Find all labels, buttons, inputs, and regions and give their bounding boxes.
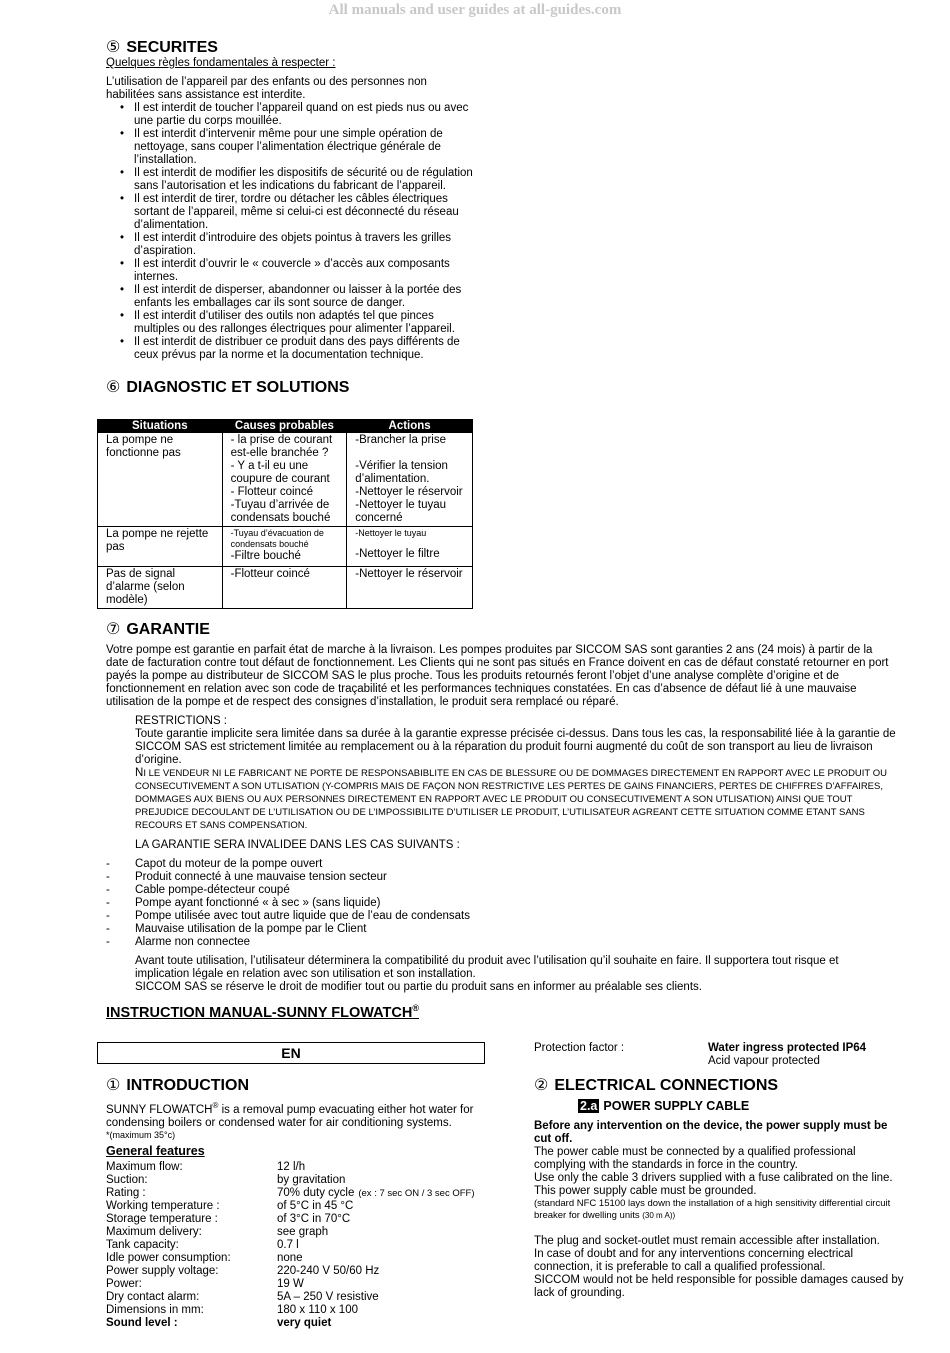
situation-cell: La pompe ne fonctionne pas bbox=[98, 433, 223, 527]
feature-value-text: 70% duty cycle bbox=[277, 1186, 355, 1199]
feature-label: Maximum flow: bbox=[106, 1160, 183, 1173]
section-diagnostic-title bbox=[106, 378, 349, 397]
section-garantie-title bbox=[106, 620, 210, 639]
cause-item: - la prise de courant est-elle branchée ? bbox=[230, 434, 333, 459]
paragraph: In case of doubt and for any interventions concerning electrical connection, it is preferable to call a qualified professional. bbox=[534, 1248, 853, 1273]
list-item: • Il est interdit de toucher l’appareil quand on est pieds nus ou avec une partie du corps mouillée. bbox=[134, 102, 476, 128]
list-item bbox=[106, 936, 896, 949]
paragraph: This power supply cable must be grounded. bbox=[534, 1185, 757, 1197]
feature-value bbox=[277, 1252, 478, 1265]
feature-value bbox=[277, 1265, 478, 1278]
causes-cell bbox=[222, 527, 347, 567]
list-item-text: Capot du moteur de la pompe ouvert bbox=[135, 858, 323, 870]
paragraph: Use only the cable 3 drivers supplied with a fuse calibrated on the line. bbox=[534, 1172, 893, 1184]
feature-value bbox=[277, 1291, 478, 1304]
manual-title bbox=[106, 1002, 419, 1020]
list-item-text: Mauvaise utilisation de la pompe par le Client bbox=[135, 923, 367, 935]
paragraph: The plug and socket-outlet must remain accessible after installation. bbox=[534, 1235, 880, 1247]
feature-value-text: 220-240 V 50/60 Hz bbox=[277, 1264, 380, 1277]
diagnostic-table bbox=[97, 419, 473, 609]
registered-mark: ® bbox=[212, 1101, 219, 1110]
introduction-body bbox=[106, 1099, 478, 1330]
feature-label: Power: bbox=[106, 1277, 142, 1290]
feature-value-note: (ex : 7 sec ON / 3 sec OFF) bbox=[358, 1187, 475, 1199]
feature-value bbox=[277, 1174, 478, 1187]
feature-value-text: 12 l/h bbox=[277, 1160, 306, 1173]
feature-value-text: of 5°C in 45 °C bbox=[277, 1199, 354, 1212]
protection-value: Acid vapour protected bbox=[708, 1055, 820, 1067]
temperature-note: *(maximum 35°c) bbox=[106, 1129, 176, 1140]
cause-item: - Y a t-il eu une coupure de courant bbox=[230, 460, 330, 485]
feature-value bbox=[277, 1213, 478, 1226]
list-item-text: Cable pompe-détecteur coupé bbox=[135, 884, 290, 896]
section-number: ⑥ bbox=[106, 379, 121, 396]
table-row bbox=[98, 433, 473, 527]
list-item bbox=[106, 910, 896, 923]
list-item: • Il est interdit d’intervenir même pour une simple opération de nettoyage, sans couper l’alimentation électrique générale de l’installation. bbox=[134, 128, 476, 167]
warning-text: Before any intervention on the device, the power supply must be cut off. bbox=[534, 1120, 888, 1145]
section-title-text: DIAGNOSTIC ET SOLUTIONS bbox=[126, 379, 350, 396]
warranty-paragraph: Votre pompe est garantie en parfait état de marche à la livraison. Les pompes produites par SICCOM SAS sont garanties 2 ans (24 mois) à partir de la date de facturation contre tout défaut de fonctionnement. Les Clients qui ne sont pas situés en France doivent en cas de défaut constaté retourner en port payés la pompe au distributeur de SICCOM SAS le plus proche. Tous les produits retournés feront l’objet d’une analyse complète d’origine et de fonctionnement en relation avec son code de traçabilité et les performances techniques constatées. En cas d’absence de défaut lié à une mauvaise utilisation de la pompe et de respect des consignes d’installation, le produit sera remplacé ou réparé. bbox=[106, 644, 889, 708]
invalid-title: LA GARANTIE SERA INVALIDEE DANS LES CAS SUIVANTS : bbox=[135, 839, 460, 851]
section-subtitle: Quelques règles fondamentales à respecter : bbox=[106, 57, 336, 69]
caps-initial: N bbox=[135, 767, 144, 779]
feature-label: Power supply voltage: bbox=[106, 1264, 219, 1277]
feature-label: Working temperature : bbox=[106, 1199, 220, 1212]
intro-text-body: is a removal pump evacuating either hot water for condensing boilers or condensed water for air conditioning systems. bbox=[106, 1103, 474, 1129]
feature-label: Maximum delivery: bbox=[106, 1225, 202, 1238]
dash-marker: - bbox=[106, 871, 110, 883]
list-item bbox=[106, 923, 896, 936]
feature-value-text: 180 x 110 x 100 bbox=[277, 1303, 358, 1316]
paragraph: The power cable must be connected by a qualified professional complying with the standards in force in the country. bbox=[534, 1146, 856, 1171]
feature-label: Rating : bbox=[106, 1186, 146, 1199]
section-number: ⑦ bbox=[106, 621, 121, 638]
feature-value-text: none bbox=[277, 1251, 303, 1264]
list-item bbox=[106, 858, 896, 871]
protection-label: Protection factor : bbox=[534, 1042, 625, 1054]
feature-value-text: very quiet bbox=[277, 1316, 332, 1329]
actions-cell bbox=[347, 433, 473, 527]
caps-body: I LE VENDEUR NI LE FABRICANT NE PORTE DE RESPONSABIBLITE EN CAS DE BLESSURE OU DE DOMMAGES DIRECTEMENT EN RAPPORT AVEC LE PRODUIT OU CONSECUTIVEMENT A SON UTLISATION (Y-COMPRIS MAIS DE FAÇON NON RESTRICTIVE LES PERTES DE GAINS FINANCIERS, PERTES DE CHIFFRES D’AFFAIRES, DOMMAGES AUX BIENS OU AUX PERSONNES DIRECTEMENT EN RAPPORT AVEC LE PRODUIT OU CONSECUTIVEMENT A SON UTLISATION) AINSI QUE TOUT PREJUDICE DECOULANT DE L’UTILISATION OU DE L’IMPOSSIBILITE D’UTILISER LE PRODUIT, L’UTILISATEUR AGREANT CETTE SITUATION COMME ETANT SANS RECOURS ET SANS COMPENSATION. bbox=[135, 768, 887, 831]
section-title-text: GARANTIE bbox=[126, 621, 210, 638]
feature-label: Storage temperature : bbox=[106, 1212, 218, 1225]
cause-item: -Tuyau d’évacuation de condensats bouché bbox=[230, 528, 324, 549]
spacer bbox=[355, 447, 468, 460]
section-electrical-title bbox=[534, 1076, 778, 1095]
invalid-cases-list bbox=[106, 858, 896, 949]
actions-cell: -Nettoyer le réservoir bbox=[347, 567, 473, 609]
brand-name: SUNNY FLOWATCH bbox=[106, 1103, 213, 1116]
list-item bbox=[106, 897, 896, 910]
list-item bbox=[106, 871, 896, 884]
list-item-text: Pompe utilisée avec tout autre liquide que de l’eau de condensats bbox=[135, 910, 471, 922]
feature-value-text: 5A – 250 V resistive bbox=[277, 1290, 379, 1303]
watermark: All manuals and user guides at all-guides.com bbox=[328, 2, 622, 18]
list-item-text: Alarme non connectee bbox=[135, 936, 251, 948]
standard-note-text: (standard NFC 15100 lays down the installation of a high sensitivity differential circuit breaker for dwelling units bbox=[534, 1198, 891, 1221]
situation-cell: Pas de signal d’alarme (selon modèle) bbox=[98, 567, 223, 609]
closing-paragraph: SICCOM SAS se réserve le droit de modifier tout ou partie du produit sans en informer au préalable ses clients. bbox=[135, 981, 702, 993]
action-item: -Nettoyer le filtre bbox=[355, 548, 440, 560]
action-item: -Nettoyer le réservoir bbox=[355, 486, 463, 498]
subsection-title bbox=[578, 1100, 749, 1113]
features-title: General features bbox=[106, 1143, 205, 1158]
feature-label: Tank capacity: bbox=[106, 1238, 179, 1251]
dash-marker: - bbox=[106, 923, 110, 935]
dash-marker: - bbox=[106, 936, 110, 948]
feature-value bbox=[277, 1239, 478, 1252]
section-number: ② bbox=[534, 1077, 549, 1094]
cause-item: -Tuyau d’arrivée de condensats bouché bbox=[230, 499, 331, 524]
table-row bbox=[98, 567, 473, 609]
dash-marker: - bbox=[106, 910, 110, 922]
section-introduction-title bbox=[106, 1076, 249, 1095]
subsection-title-text: POWER SUPPLY CABLE bbox=[603, 1099, 750, 1113]
action-item: -Nettoyer le tuyau bbox=[355, 528, 427, 538]
feature-label: Dimensions in mm: bbox=[106, 1303, 204, 1316]
dash-marker: - bbox=[106, 858, 110, 870]
situation-cell: La pompe ne rejette pas bbox=[98, 527, 223, 567]
restrictions-text: Toute garantie implicite sera limitée dans sa durée à la garantie expresse précisée ci-dessus. Dans tous les cas, la responsabilité liée à la garantie de SICCOM SAS est strictement limitée au remplacement ou à la réparation du produit fourni augmenté du coût de son transport au lieu de livraison d’origine. bbox=[135, 728, 896, 766]
cause-item: -Filtre bouché bbox=[230, 550, 301, 562]
restrictions-block bbox=[106, 715, 896, 852]
feature-label: Idle power consumption: bbox=[106, 1251, 231, 1264]
section-title-text: INTRODUCTION bbox=[126, 1077, 249, 1094]
feature-value bbox=[277, 1161, 478, 1174]
list-item: • Il est interdit d’introduire des objets pointus à travers les grilles d’aspiration. bbox=[134, 232, 476, 258]
closing-paragraph: Avant toute utilisation, l’utilisateur déterminera la compatibilité du produit avec l’utilisation qu’il souhaite en faire. Il supportera tout risque et implication légale en relation avec son utilisation et son installation. bbox=[135, 955, 839, 980]
table-row bbox=[98, 527, 473, 567]
closing-block bbox=[106, 955, 896, 994]
action-item: -Nettoyer le tuyau concerné bbox=[355, 499, 447, 524]
features-table bbox=[106, 1161, 478, 1330]
feature-label: Dry contact alarm: bbox=[106, 1290, 200, 1303]
rules-list bbox=[106, 102, 476, 362]
intro-text bbox=[106, 1099, 478, 1130]
feature-value bbox=[277, 1304, 478, 1317]
list-item bbox=[106, 884, 896, 897]
dash-marker: - bbox=[106, 884, 110, 896]
feature-value-text: see graph bbox=[277, 1225, 329, 1238]
section-number: ⑤ bbox=[106, 39, 121, 56]
action-item: -Brancher la prise bbox=[355, 434, 447, 446]
column-header: Causes probables bbox=[222, 420, 347, 433]
feature-value-text: of 3°C in 70°C bbox=[277, 1212, 351, 1225]
manual-title-text: INSTRUCTION MANUAL-SUNNY FLOWATCH bbox=[106, 1004, 413, 1021]
feature-value bbox=[277, 1187, 478, 1200]
list-item: • Il est interdit de modifier les dispositifs de sécurité ou de régulation sans l’autorisation et les indications du fabricant de l’appareil. bbox=[134, 167, 476, 193]
list-item: • Il est interdit de distribuer ce produit dans des pays différents de ceux prévus par la norme et la documentation technique. bbox=[134, 336, 476, 362]
feature-value bbox=[277, 1226, 478, 1239]
feature-value-text: 0.7 l bbox=[277, 1238, 299, 1251]
action-item: -Vérifier la tension d’alimentation. bbox=[355, 460, 448, 485]
section-securites bbox=[106, 38, 476, 362]
feature-value bbox=[277, 1200, 478, 1213]
intro-paragraph: L’utilisation de l’appareil par des enfants ou des personnes non habilitées sans assistance est interdite. bbox=[106, 76, 427, 101]
feature-value bbox=[277, 1317, 478, 1330]
liability-caps-text bbox=[135, 767, 896, 832]
causes-cell bbox=[222, 433, 347, 527]
restrictions-label: RESTRICTIONS : bbox=[135, 715, 228, 727]
feature-value-text: by gravitation bbox=[277, 1173, 346, 1186]
section-title-text: ELECTRICAL CONNECTIONS bbox=[554, 1077, 779, 1094]
column-header: Situations bbox=[98, 420, 223, 433]
list-item: • Il est interdit de disperser, abandonner ou laisser à la portée des enfants les emballages car ils sont source de danger. bbox=[134, 284, 476, 310]
list-item-text: Produit connecté à une mauvaise tension secteur bbox=[135, 871, 387, 883]
section-title-text: SECURITES bbox=[126, 39, 218, 56]
causes-cell: -Flotteur coincé bbox=[222, 567, 347, 609]
protection-factor bbox=[534, 1042, 906, 1068]
standard-note-amperage: (30 m A)) bbox=[642, 1211, 676, 1220]
dash-marker: - bbox=[106, 897, 110, 909]
list-item-text: Pompe ayant fonctionné « à sec » (sans liquide) bbox=[135, 897, 381, 909]
paragraph: SICCOM would not be held responsible for possible damages caused by lack of grounding. bbox=[534, 1274, 904, 1299]
list-item: • Il est interdit de tirer, tordre ou détacher les câbles électriques sortant de l’appareil, même si celui-ci est déconnecté du réseau d’alimentation. bbox=[134, 193, 476, 232]
feature-label: Suction: bbox=[106, 1173, 148, 1186]
feature-label: Sound level : bbox=[106, 1316, 178, 1329]
actions-cell bbox=[347, 527, 473, 567]
section-title bbox=[106, 38, 476, 57]
section-garantie-body bbox=[106, 644, 896, 994]
column-header: Actions bbox=[347, 420, 473, 433]
list-item: • Il est interdit d’utiliser des outils non adaptés tel que pinces multiples ou des rallonges électriques pour alimenter l’appareil. bbox=[134, 310, 476, 336]
cause-item: - Flotteur coincé bbox=[230, 486, 314, 498]
electrical-body bbox=[534, 1120, 906, 1300]
list-item: • Il est interdit d’ouvrir le « couvercle » d’accès aux composants internes. bbox=[134, 258, 476, 284]
protection-value: Water ingress protected IP64 bbox=[708, 1042, 867, 1054]
registered-mark: ® bbox=[412, 1003, 419, 1013]
table-header-row bbox=[98, 420, 473, 433]
feature-value bbox=[277, 1278, 478, 1291]
subsection-badge: 2.a bbox=[580, 1099, 598, 1113]
section-number: ① bbox=[106, 1077, 121, 1094]
language-box: EN bbox=[97, 1042, 485, 1064]
standard-note bbox=[534, 1198, 906, 1222]
feature-value-text: 19 W bbox=[277, 1277, 304, 1290]
